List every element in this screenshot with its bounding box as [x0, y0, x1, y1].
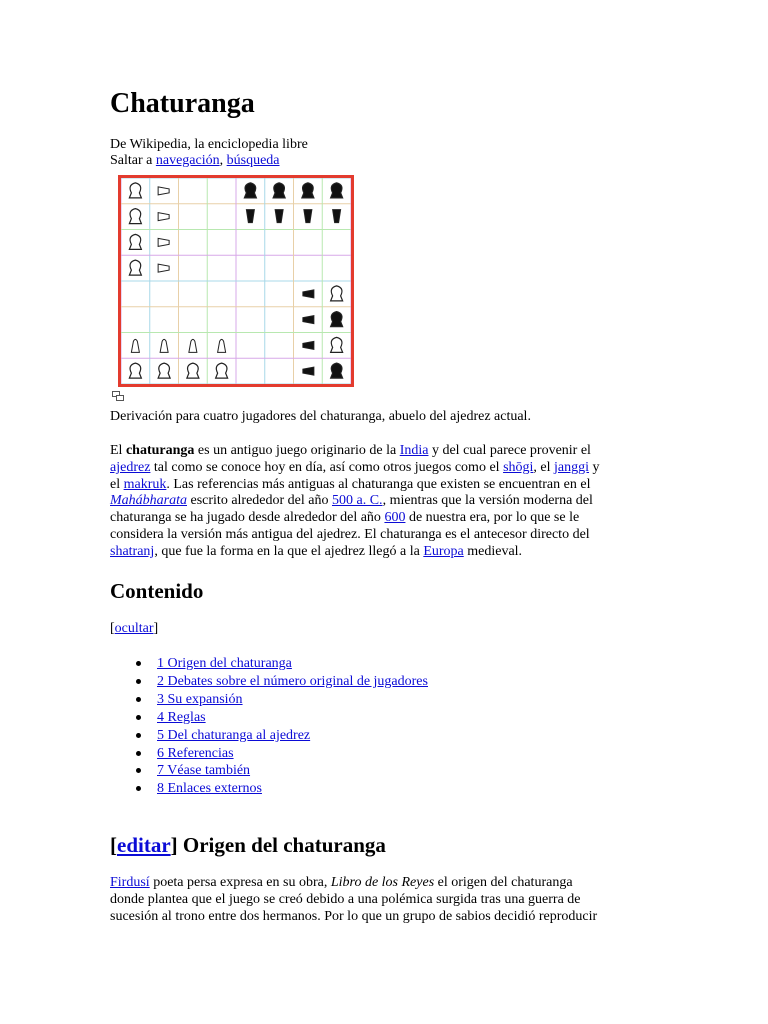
contents-heading: Contenido [110, 579, 204, 603]
origen-line-3: sucesión al trono entre dos hermanos. Por lo que un grupo de sabios decidió reproducir [110, 908, 598, 924]
bullet-icon [136, 679, 141, 684]
toc-item [136, 780, 428, 798]
magnify-icon[interactable] [112, 391, 124, 401]
section-heading-origen: [editar] Origen del chaturanga [110, 833, 386, 857]
intro-paragraph [110, 443, 655, 561]
pawn-piece [275, 210, 283, 223]
toc-link-6[interactable]: 6 Referencias [157, 745, 234, 761]
jump-links [110, 153, 280, 170]
pawn-piece [246, 210, 254, 223]
white-piece [129, 363, 141, 378]
white-piece [216, 363, 228, 378]
white-piece [187, 363, 199, 378]
pawn-piece [303, 290, 314, 298]
pawn-piece [189, 339, 197, 352]
pawn-piece [158, 187, 169, 195]
toc-item [136, 727, 428, 745]
link-india[interactable]: India [399, 443, 429, 458]
black-piece [244, 183, 256, 198]
toc-item [136, 745, 428, 763]
dark-piece [331, 363, 343, 378]
link-makruk[interactable]: makruk [123, 476, 167, 492]
bullet-icon [136, 715, 141, 720]
pawn-piece [131, 339, 139, 352]
toc-link-1[interactable]: 1 Origen del chaturanga [157, 656, 292, 671]
pawn-piece [333, 210, 341, 223]
pawn-piece [158, 213, 169, 221]
toc-link-5[interactable]: 5 Del chaturanga al ajedrez [157, 727, 311, 743]
pawn-piece [218, 339, 226, 352]
pawn-piece [158, 264, 169, 272]
jump-prefix: Saltar a [110, 153, 156, 168]
pawn-piece [303, 316, 314, 324]
navigation-link[interactable]: navegación [155, 153, 220, 168]
origen-line-1: Firdusí poeta persa expresa en su obra, Libro de los Reyes el origen del chaturanga [110, 875, 573, 890]
dark-piece [331, 337, 343, 352]
intro-line-7: shatranj, que fue la forma en la que el ajedrez llegó a la Europa medieval. [110, 543, 523, 559]
toc-item [136, 691, 428, 709]
link-janggi[interactable]: janggi [554, 459, 590, 475]
link-shatranj[interactable]: shatranj [110, 543, 155, 559]
contents-toggle: [ocultar] [110, 621, 159, 636]
bullet-icon [136, 661, 141, 666]
origen-line-2: donde plantea que el juego se creó debido a una polémica surgida tras una guerra de [110, 891, 581, 907]
link-mahabharata[interactable]: Mahábharata [110, 493, 187, 509]
edit-section-link[interactable]: editar [117, 833, 171, 857]
white-piece [129, 260, 141, 275]
origen-paragraph [110, 875, 655, 925]
toc-link-2[interactable]: 2 Debates sobre el número original de jugadores [157, 673, 428, 689]
link-ajedrez[interactable]: ajedrez [110, 459, 151, 475]
pawn-piece [303, 341, 314, 349]
bullet-icon [136, 768, 141, 773]
bullet-icon [136, 751, 141, 756]
toc-item [136, 655, 428, 673]
pawn-piece [160, 339, 168, 352]
hide-contents-link[interactable]: ocultar [114, 621, 154, 636]
white-piece [129, 209, 141, 224]
white-piece [129, 234, 141, 249]
toc-link-7[interactable]: 7 Véase también [157, 763, 251, 779]
site-tagline: De Wikipedia, la enciclopedia libre [110, 137, 308, 152]
bullet-icon [136, 786, 141, 791]
jump-separator: , [219, 153, 227, 168]
white-piece [158, 363, 170, 378]
pawn-piece [158, 238, 169, 246]
bullet-icon [136, 733, 141, 738]
intro-line-3: el makruk. Las referencias más antiguas al chaturanga que existen se encuentran en el [110, 476, 591, 492]
bold-term: chaturanga [125, 443, 195, 458]
black-piece [302, 183, 314, 198]
link-shogi[interactable]: shōgi [503, 459, 534, 475]
toc-item [136, 673, 428, 691]
intro-line-5: chaturanga se ha jugado desde alrededor del año 600 de nuestra era, por lo que se le [110, 510, 580, 526]
pawn-piece [303, 367, 314, 375]
intro-line-4: Mahábharata escrito alrededor del año 500 a. C., mientras que la versión moderna del [110, 493, 593, 509]
dark-piece [331, 312, 343, 327]
link-600[interactable]: 600 [384, 510, 406, 526]
white-piece [129, 183, 141, 198]
dark-piece [331, 286, 343, 301]
toc-link-4[interactable]: 4 Reglas [157, 709, 206, 725]
pawn-piece [304, 210, 312, 223]
intro-line-1: El chaturanga es un antiguo juego originario de la India y del cual parece provenir el [110, 443, 591, 458]
link-europa[interactable]: Europa [423, 543, 464, 559]
chessboard-image[interactable] [118, 175, 354, 387]
search-link[interactable]: búsqueda [226, 153, 280, 168]
intro-line-2: ajedrez tal como se conoce hoy en día, así como otros juegos como el shōgi, el janggi y [110, 459, 600, 475]
black-piece [273, 183, 285, 198]
toc-item [136, 762, 428, 780]
black-piece [331, 183, 343, 198]
link-firdusi[interactable]: Firdusí [110, 875, 150, 890]
book-title: Libro de los Reyes [330, 875, 435, 890]
table-of-contents [136, 655, 428, 798]
page-title: Chaturanga [110, 88, 255, 119]
chessboard-drawing [121, 178, 351, 384]
toc-link-8[interactable]: 8 Enlaces externos [157, 781, 262, 797]
figure-caption: Derivación para cuatro jugadores del chaturanga, abuelo del ajedrez actual. [110, 409, 531, 424]
toc-item [136, 709, 428, 727]
toc-link-3[interactable]: 3 Su expansión [157, 691, 243, 707]
bullet-icon [136, 697, 141, 702]
intro-line-6: considera la versión más antigua del ajedrez. El chaturanga es el antecesor directo del [110, 526, 590, 542]
link-500-ac[interactable]: 500 a. C. [332, 493, 383, 509]
